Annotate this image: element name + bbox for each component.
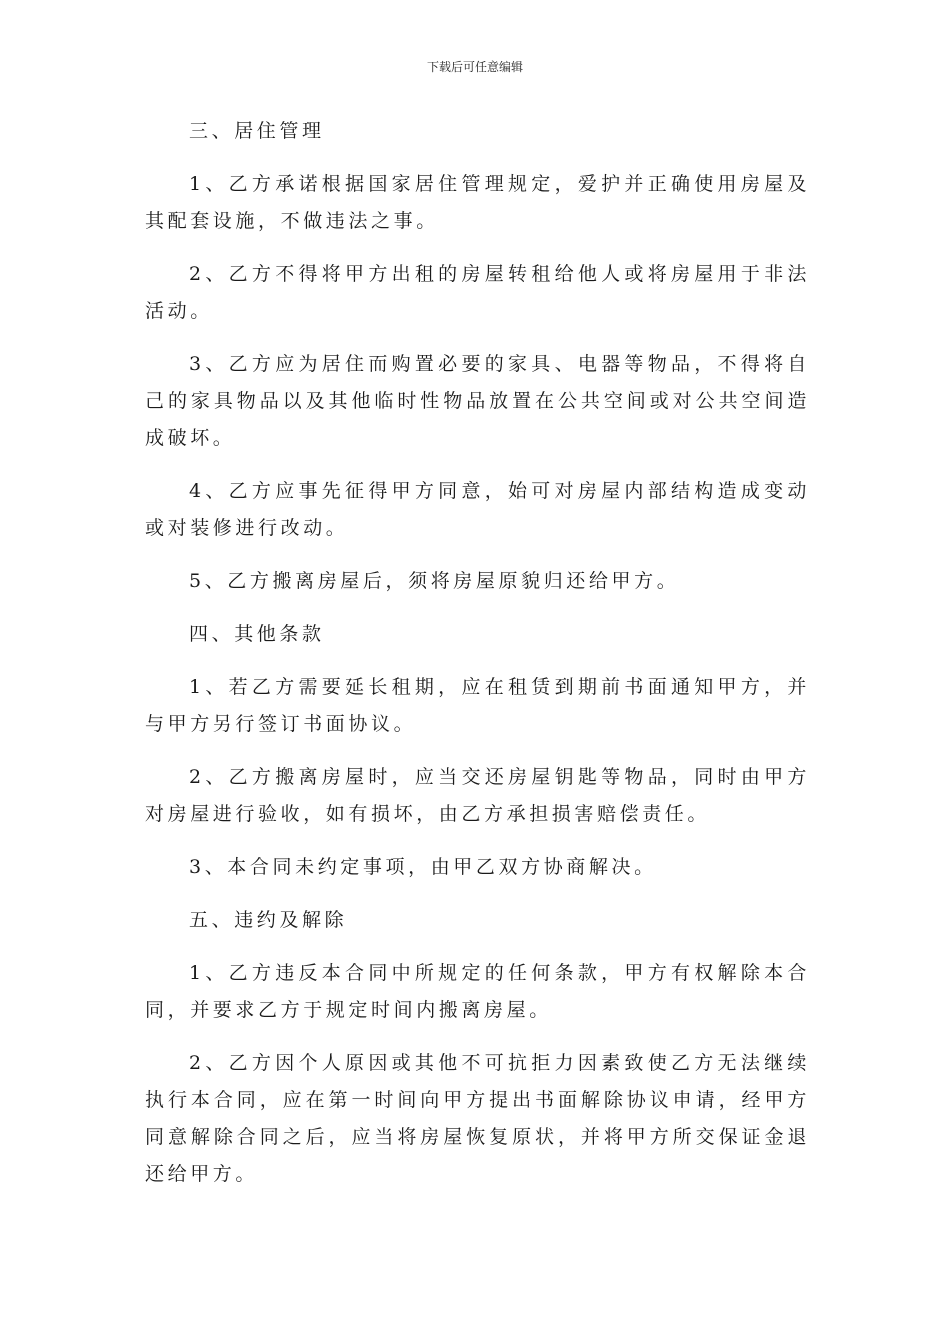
clause-3-2: 2、乙方不得将甲方出租的房屋转租给他人或将房屋用于非法活动。 (145, 263, 810, 322)
section-heading-residence: 三、居住管理 (189, 120, 325, 142)
clause-3-5: 5、乙方搬离房屋后，须将房屋原貌归还给甲方。 (189, 570, 680, 592)
page-header-note: 下载后可任意编辑 (426, 60, 523, 74)
clause-3-4: 4、乙方应事先征得甲方同意，始可对房屋内部结构造成变动或对装修进行改动。 (145, 480, 810, 539)
clause-5-1: 1、乙方违反本合同中所规定的任何条款，甲方有权解除本合同，并要求乙方于规定时间内搬离房屋。 (145, 962, 810, 1021)
clause-4-3: 3、本合同未约定事项，由甲乙双方协商解决。 (189, 856, 657, 878)
clause-3-1: 1、乙方承诺根据国家居住管理规定，爱护并正确使用房屋及其配套设施，不做违法之事。 (145, 173, 810, 232)
document-body (145, 113, 810, 1209)
clause-3-3: 3、乙方应为居住而购置必要的家具、电器等物品，不得将自己的家具物品以及其他临时性物品放置在公共空间或对公共空间造成破坏。 (145, 353, 810, 449)
clause-4-2: 2、乙方搬离房屋时，应当交还房屋钥匙等物品，同时由甲方对房屋进行验收，如有损坏，由乙方承担损害赔偿责任。 (145, 766, 810, 825)
section-heading-breach-termination: 五、违约及解除 (189, 909, 348, 931)
clause-5-2: 2、乙方因个人原因或其他不可抗拒力因素致使乙方无法继续执行本合同，应在第一时间向甲方提出书面解除协议申请，经甲方同意解除合同之后，应当将房屋恢复原状，并将甲方所交保证金退还给甲方。 (145, 1052, 810, 1185)
section-heading-other-terms: 四、其他条款 (189, 623, 325, 645)
clause-4-1: 1、若乙方需要延长租期，应在租赁到期前书面通知甲方，并与甲方另行签订书面协议。 (145, 676, 810, 735)
